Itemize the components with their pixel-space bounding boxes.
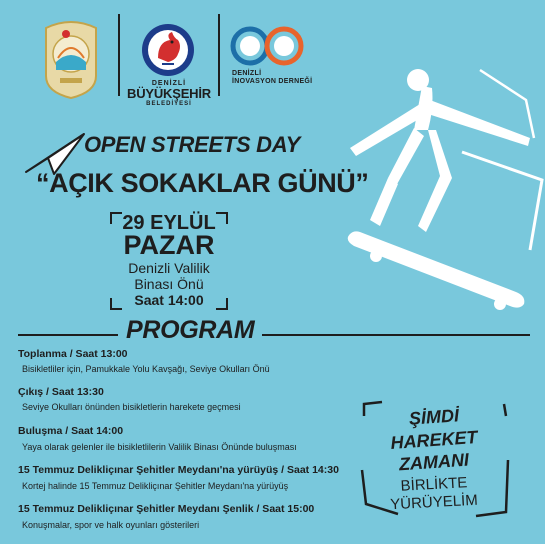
program-item-title: 15 Temmuz Delikliçınar Şehitler Meydanı Şenlik / Saat 15:00: [18, 503, 315, 515]
program-item-title: 15 Temmuz Delikliçınar Şehitler Meydanı'na yürüyüş / Saat 14:30: [18, 464, 339, 476]
call-to-action: [358, 400, 510, 520]
innovation-association-logo: [230, 26, 304, 66]
program-item-description: Seviye Okulları önünden bisikletlerin harekete geçmesi: [22, 402, 241, 412]
event-date: 29 EYLÜL: [122, 212, 216, 234]
cta-line1: ŞİMDİ: [408, 405, 460, 429]
event-time: Saat 14:00: [134, 292, 204, 308]
event-info-box: [110, 212, 228, 310]
event-location-line2: Binası Önü: [134, 276, 204, 292]
municipality-tagline: BELEDİYESİ: [146, 101, 192, 107]
governorship-seal-logo: [40, 18, 102, 100]
skateboarder-illustration: [330, 60, 545, 345]
program-item-title: Çıkış / Saat 13:30: [18, 386, 104, 398]
program-item-description: Bisikletliler için, Pamukkale Yolu Kavşağı, Seviye Okulları Önü: [22, 364, 270, 374]
innovation-logo-line2: İNOVASYON DERNEĞİ: [232, 78, 313, 86]
municipality-subtitle: DENİZLİ: [151, 80, 187, 87]
municipality-rooster-logo: [136, 20, 200, 80]
header-divider: [218, 14, 220, 96]
program-item-title: Toplanma / Saat 13:00: [18, 348, 128, 360]
program-heading: PROGRAM: [118, 316, 262, 345]
program-item-description: Yaya olarak gelenler ile bisikletlilerin Valilik Binası Önünde buluşması: [22, 442, 297, 452]
event-day: PAZAR: [123, 230, 215, 260]
municipality-title: BÜYÜKŞEHİR: [127, 86, 211, 101]
municipality-logo-text: [118, 80, 220, 107]
cta-line4: BİRLİKTE: [400, 474, 468, 495]
program-divider: [18, 334, 530, 336]
program-item-description: Konuşmalar, spor ve halk oyunları gösterileri: [22, 520, 200, 530]
cta-line3: ZAMANI: [398, 449, 470, 475]
innovation-logo-line1: DENİZLİ: [232, 70, 262, 77]
cta-line5: YÜRÜYELİM: [389, 491, 479, 514]
program-item-title: Buluşma / Saat 14:00: [18, 425, 124, 437]
event-location-line1: Denizli Valilik: [128, 260, 210, 276]
program-item-description: Kortej halinde 15 Temmuz Delikliçınar Şehitler Meydanı'na yürüyüş: [22, 481, 289, 491]
headline-turkish: “AÇIK SOKAKLAR GÜNÜ”: [36, 168, 369, 198]
cta-line2: HAREKET: [389, 426, 479, 454]
innovation-logo-text: [232, 70, 312, 86]
headline-english: OPEN STREETS DAY: [84, 132, 301, 157]
